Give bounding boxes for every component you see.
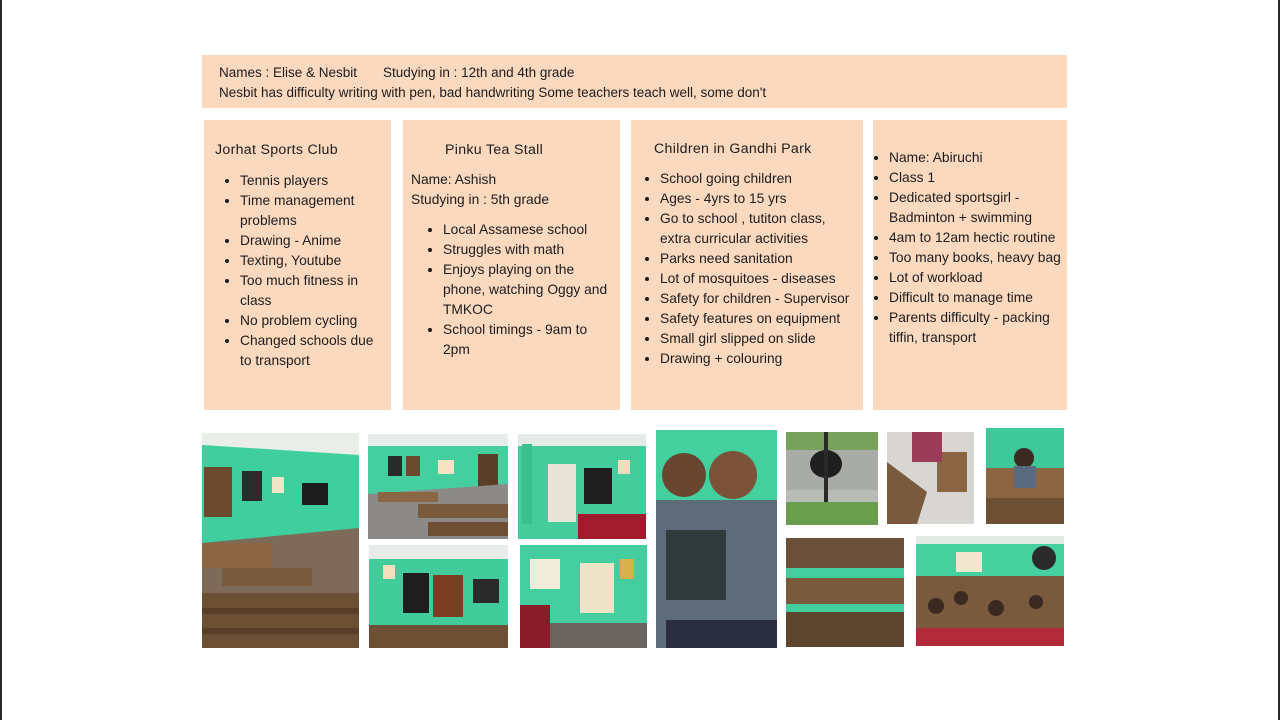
student-photo (986, 428, 1064, 524)
list-item: • Tennis players (240, 171, 383, 191)
card-children-gandhi-park (631, 120, 863, 410)
classroom-photo (369, 545, 508, 648)
list-item: • Local Assamese school (443, 220, 612, 240)
card-pinku-tea-stall (403, 120, 620, 410)
classroom-students-photo (916, 536, 1064, 646)
bench-photo (786, 538, 904, 647)
children-photo (656, 430, 777, 648)
list-item: • Ages - 4yrs to 15 yrs (660, 189, 857, 209)
list-item: • Class 1 (889, 168, 1061, 188)
list-item: • No problem cycling (240, 311, 383, 331)
studying-text: Studying in : 12th and 4th grade (383, 65, 575, 80)
list-item: • Drawing - Anime (240, 231, 383, 251)
list-item: • Safety features on equipment (660, 309, 857, 329)
classroom-photo (202, 433, 359, 648)
classroom-photo (368, 434, 508, 539)
card-list (215, 171, 383, 371)
summary-banner (202, 55, 1067, 108)
list-item: • Too much fitness in class (240, 271, 383, 311)
card-title: Children in Gandhi Park (654, 141, 812, 157)
list-item: • Name: Abiruchi (889, 148, 1061, 168)
list-item: • Lot of workload (889, 268, 1061, 288)
list-item: • School timings - 9am to 2pm (443, 320, 612, 360)
list-item: • Parks need sanitation (660, 249, 857, 269)
list-item: • Parents difficulty - packing tiffin, transport (889, 308, 1061, 348)
list-item: • Difficult to manage time (889, 288, 1061, 308)
name-line: Name: Ashish (411, 172, 497, 187)
list-item: • Enjoys playing on the phone, watching Oggy and TMKOC (443, 260, 612, 320)
list-item: • Too many books, heavy bag (889, 248, 1061, 268)
outdoor-photo (786, 432, 878, 525)
card-list (411, 220, 612, 360)
list-item: • 4am to 12am hectic routine (889, 228, 1061, 248)
slide-frame-left (0, 0, 2, 720)
names-text: Names : Elise & Nesbit (219, 65, 358, 80)
list-item: • Texting, Youtube (240, 251, 383, 271)
list-item: • Struggles with math (443, 240, 612, 260)
card-jorhat-sports-club (204, 120, 391, 410)
card-title: Jorhat Sports Club (215, 142, 338, 158)
studying-line: Studying in : 5th grade (411, 192, 550, 207)
list-item: • Changed schools due to transport (240, 331, 383, 371)
list-item: • Drawing + colouring (660, 349, 857, 369)
list-item: • Lot of mosquitoes - diseases (660, 269, 857, 289)
card-title: Pinku Tea Stall (445, 142, 544, 158)
card-abiruchi (873, 120, 1067, 410)
classroom-photo (520, 545, 647, 648)
list-item: • Dedicated sportsgirl - Badminton + swimming (889, 188, 1061, 228)
banner-note: Nesbit has difficulty writing with pen, bad handwriting Some teachers teach well, some don't (219, 85, 767, 100)
desk-photo (887, 432, 974, 524)
classroom-photo (518, 434, 646, 539)
list-item: • Time management problems (240, 191, 383, 231)
card-list (638, 169, 857, 369)
list-item: • School going children (660, 169, 857, 189)
card-list (873, 148, 1061, 348)
list-item: • Safety for children - Supervisor (660, 289, 857, 309)
list-item: • Go to school , tutiton class, extra curricular activities (660, 209, 857, 249)
list-item: • Small girl slipped on slide (660, 329, 857, 349)
